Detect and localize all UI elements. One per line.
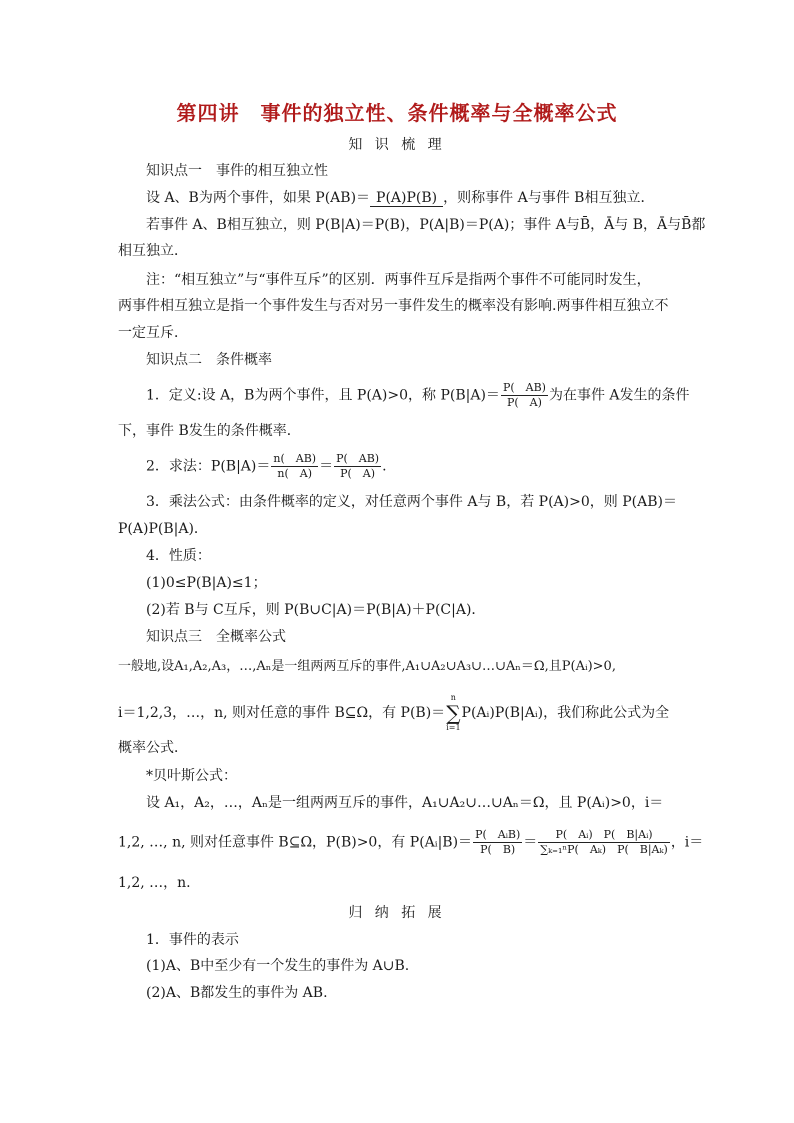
kp2-definition-line2: 下，事件 B发生的条件概率．	[118, 423, 301, 439]
kp1-note-line2: 两事件相互独立是指一个事件发生与否对另一事件发生的概率没有影响.两事件相互独立不	[118, 298, 669, 314]
kp2-property-heading: 4．性质：	[146, 548, 211, 564]
kp1-heading: 知识点一 事件的相互独立性	[146, 163, 328, 179]
kp1-line3: 相互独立．	[118, 243, 188, 259]
ext-item2: (2)A、B都发生的事件为 AB.	[146, 985, 328, 1001]
section-heading-extension: 归 纳 拓 展	[348, 905, 446, 921]
bayes-line2	[118, 828, 704, 857]
fraction-numerator: n( AB)	[273, 452, 317, 465]
fraction-denominator: ∑ₖ₌₁ⁿP( Aₖ) P( B|Aₖ)	[540, 843, 668, 856]
kp3-line2	[118, 693, 678, 733]
fraction-denominator: P( A)	[506, 396, 542, 409]
fraction-denominator: n( A)	[277, 467, 313, 480]
kp2-property2: (2)若 B与 C互斥，则 P(B∪C|A)＝P(B|A)＋P(C|A)．	[146, 602, 486, 618]
kp1-line1-tail: ，则称事件 A与事件 B相互独立．	[443, 190, 655, 206]
kp2-heading: 知识点二 条件概率	[146, 352, 272, 368]
kp1-line2: 若事件 A、B相互独立，则 P(B|A)＝P(B)，P(A|B)＝P(A)；事件 A与B̄，Ā与 B，Ā与B̄都	[146, 217, 706, 233]
kp2-calc-fraction1	[271, 452, 318, 481]
kp3-line3: 概率公式．	[118, 740, 188, 756]
period: .	[382, 458, 387, 475]
fraction-numerator: P( AB)	[502, 381, 546, 394]
kp3-line1: 一般地,设A₁,A₂,A₃，…,Aₙ是一组两两互斥的事件,A₁∪A₂∪A₃∪…∪Aₙ＝Ω,且P(Aᵢ)>0,	[118, 659, 616, 674]
equals-sign: ＝	[319, 458, 334, 475]
bayes-heading: *贝叶斯公式：	[146, 768, 237, 784]
section-heading-knowledge: 知 识 梳 理	[348, 137, 446, 153]
kp2-definition-line1	[146, 381, 690, 410]
kp2-property1: (1)0≤P(B|A)≤1；	[146, 575, 267, 591]
kp3-heading: 知识点三 全概率公式	[146, 629, 286, 645]
kp1-line1	[146, 188, 678, 208]
kp2-def-tail: 为在事件 A发生的条件	[548, 387, 690, 404]
bayes-line2-tail: ，i＝	[670, 834, 704, 851]
fraction-numerator: P( Aᵢ) P( B|Aᵢ)	[538, 828, 670, 843]
fraction-denominator: P( A)	[340, 467, 376, 480]
ext-item1: (1)A、B中至少有一个发生的事件为 A∪B.	[146, 958, 410, 974]
fraction-denominator: P( B)	[480, 843, 516, 856]
kp2-calc-text: 2．求法：P(B|A)＝	[146, 458, 271, 475]
kp2-calc-line	[146, 452, 678, 481]
bayes-fraction1	[473, 828, 522, 857]
summation-symbol	[446, 693, 460, 733]
kp2-mul-line1: 3．乘法公式：由条件概率的定义，对任意两个事件 A与 B，若 P(A)>0，则 P(AB)＝	[146, 494, 677, 510]
ext-heading: 1．事件的表示	[146, 932, 239, 948]
fraction-numerator: P( AB)	[336, 452, 380, 465]
kp1-note-line1: 注：“相互独立”与“事件互斥”的区别．两事件互斥是指两个事件不可能同时发生，	[146, 272, 651, 288]
kp2-def-fraction	[501, 381, 548, 410]
sum-lower-limit: i=1	[446, 723, 461, 732]
equals-sign: ＝	[523, 834, 538, 851]
kp1-line1-text: 设 A、B为两个事件，如果 P(AB)＝	[146, 190, 371, 206]
kp2-calc-fraction2	[334, 452, 381, 481]
bayes-fraction2	[538, 828, 670, 857]
fraction-numerator: P( AᵢB)	[475, 828, 521, 841]
sum-upper-limit: n	[450, 693, 456, 702]
sigma-glyph: ∑	[446, 701, 461, 725]
bayes-line3: 1,2, …，n.	[118, 875, 191, 891]
kp1-blank-answer: P(A)P(B)	[370, 190, 443, 207]
kp1-note-line3: 一定互斥．	[118, 325, 188, 341]
page-title: 第四讲 事件的独立性、条件概率与全概率公式	[176, 101, 618, 125]
bayes-line1: 设 A₁，A₂，…，Aₙ是一组两两互斥的事件，A₁∪A₂∪…∪Aₙ＝Ω，且 P(Aᵢ)>0，i＝	[146, 795, 664, 811]
kp2-mul-line2: P(A)P(B|A)．	[118, 521, 208, 537]
kp3-line2-tail: P(Aᵢ)P(B|Aᵢ)，我们称此公式为全	[461, 705, 670, 721]
bayes-line2-text: 1,2, …, n, 则对任意事件 B⊆Ω，P(B)>0，有 P(Aᵢ|B)＝	[118, 834, 473, 851]
kp3-line2-text: i＝1,2,3，…，n, 则对任意的事件 B⊆Ω，有 P(B)＝	[118, 705, 446, 721]
kp2-def-text: 1．定义:设 A，B为两个事件，且 P(A)>0，称 P(B|A)＝	[146, 387, 500, 404]
